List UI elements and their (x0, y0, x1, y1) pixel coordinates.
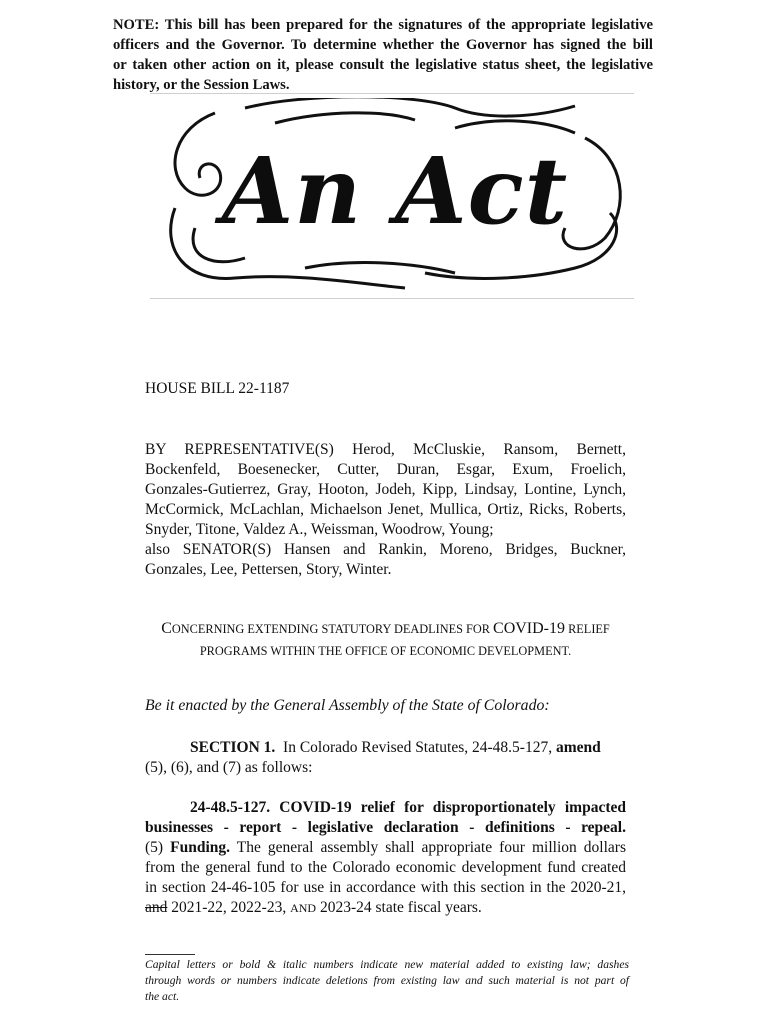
title-text: RELIEF (565, 622, 610, 636)
statute-heading-line-1: 24-48.5-127. COVID-19 relief for disproportionately impacted (190, 799, 626, 816)
statute-text (145, 798, 626, 918)
statute-heading-line-2: businesses - report - legislative declaration - definitions - repeal. (145, 819, 626, 836)
section-label: SECTION 1. (190, 739, 276, 756)
footnote-line: the act. (145, 990, 180, 1003)
sponsor-line: Gonzales, Lee, Pettersen, Story, Winter. (145, 561, 392, 578)
an-act-title: An Act (221, 137, 569, 245)
amend-keyword: amend (555, 739, 601, 756)
governor-signature-note (113, 15, 653, 95)
sponsor-line: Snyder, Titone, Valdez A., Weissman, Woodrow, Young; (145, 521, 494, 538)
sponsor-line: McCormick, McLachlan, Michaelson Jenet, Mullica, Ortiz, Ricks, Roberts, (145, 501, 626, 518)
subsection-title: Funding. (170, 839, 230, 856)
statute-line-5: in section 24-46-105 for use in accordance with this section in the 2020-21, (145, 879, 626, 896)
an-act-banner (155, 98, 635, 296)
note-line: officers and the Governor. To determine whether the Governor has signed the bill (113, 37, 653, 53)
sponsors-block (145, 440, 626, 580)
section-1-line-2: (5), (6), and (7) as follows: (145, 759, 313, 776)
note-line: or taken other action on it, please consult the legislative status sheet, the legislative (113, 57, 653, 73)
statute-text-run: 2021-22, 2022-23, (167, 899, 291, 916)
statute-text-run: The general assembly shall appropriate four million dollars (230, 839, 626, 856)
sponsor-line: Gonzales-Gutierrez, Gray, Hooton, Jodeh, Kipp, Lindsay, Lontine, Lynch, (145, 481, 626, 498)
statute-line-3 (145, 838, 626, 858)
added-text: AND (290, 901, 317, 915)
title-text: ONCERNING EXTENDING STATUTORY DEADLINES FOR (171, 622, 494, 636)
footnote-divider (145, 954, 195, 955)
footnote-line: Capital letters or bold & italic numbers indicate new material added to existing law; dashes (145, 958, 629, 971)
banner-bottom-divider (150, 298, 634, 299)
bill-title (145, 618, 626, 662)
bill-title-line-1 (145, 618, 626, 640)
sponsor-line: BY REPRESENTATIVE(S) Herod, McCluskie, Ransom, Bernett, (145, 441, 626, 458)
statute-line-6 (145, 898, 626, 918)
sponsor-line: Bockenfeld, Boesenecker, Cutter, Duran, Esgar, Exum, Froelich, (145, 461, 626, 478)
subsection-label: (5) (145, 839, 171, 856)
deleted-text: and (145, 899, 168, 916)
enacting-clause: Be it enacted by the General Assembly of the State of Colorado: (145, 697, 550, 714)
section-1-line-1 (145, 738, 626, 758)
bill-title-line-2: PROGRAMS WITHIN THE OFFICE OF ECONOMIC DEVELOPMENT. (199, 644, 572, 658)
top-divider (150, 93, 634, 94)
sponsor-line: also SENATOR(S) Hansen and Rankin, Moreno, Bridges, Buckner, (145, 541, 626, 558)
note-line: NOTE: This bill has been prepared for the signatures of the appropriate legislative (113, 17, 653, 33)
statute-text-run: 2023-24 state fiscal years. (316, 899, 482, 916)
title-initial: C (161, 620, 172, 637)
bill-number: HOUSE BILL 22-1187 (145, 380, 290, 397)
title-covid: COVID-19 (493, 620, 566, 637)
footnote (145, 957, 629, 1005)
footnote-line: through words or numbers indicate deletions from existing law and such material is not part of (145, 974, 629, 987)
section-text: In Colorado Revised Statutes, 24-48.5-127, (275, 739, 556, 756)
section-1 (145, 738, 626, 778)
statute-line-4: from the general fund to the Colorado economic development fund created (145, 859, 626, 876)
note-line: history, or the Session Laws. (113, 77, 290, 93)
